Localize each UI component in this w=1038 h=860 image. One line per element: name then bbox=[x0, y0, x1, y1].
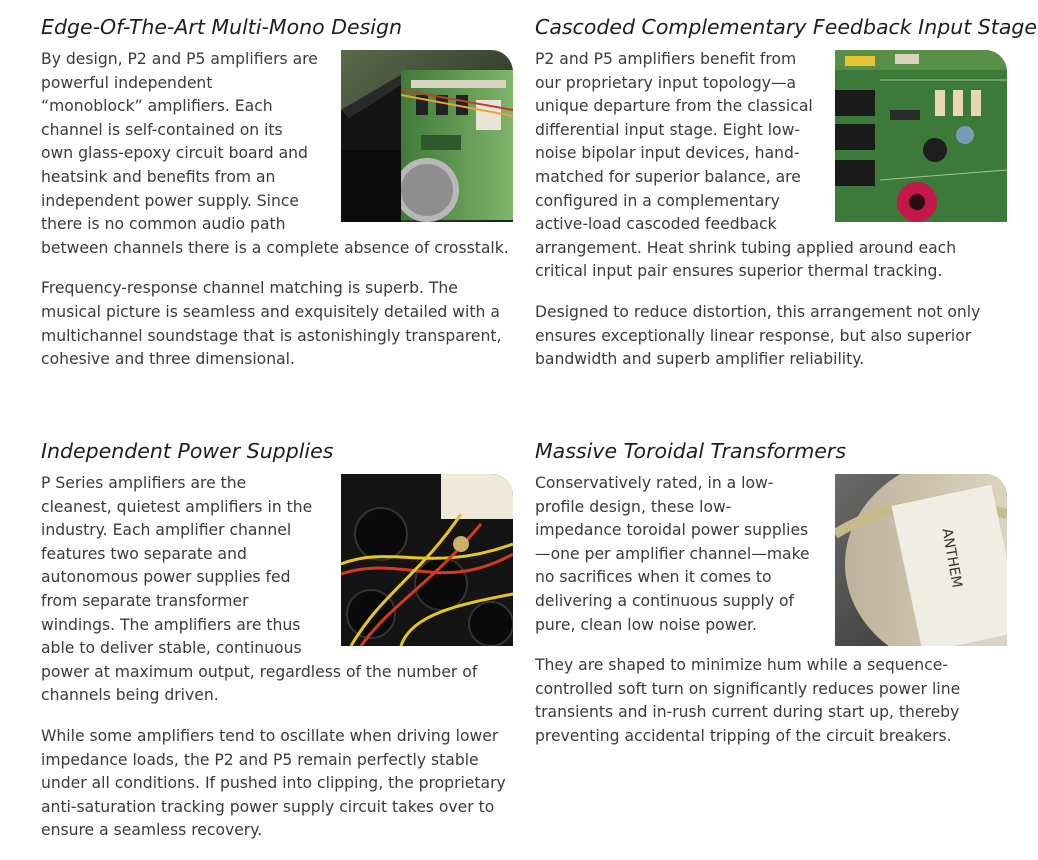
toroidal-transformer-photo bbox=[835, 474, 1007, 646]
power-supply-wiring-photo bbox=[341, 474, 513, 646]
section-paragraph: By design, P2 and P5 amplifiers are powerful independent “monoblock” amplifiers. Each channel is self-contained on its own glass-epoxy circuit board and heatsink and benefits from an independent power supply. Since there is no common audio path between channels there is a complete absence of crosstalk. bbox=[41, 50, 509, 257]
section-heading: Independent Power Supplies bbox=[41, 439, 334, 463]
section-heading: Edge-Of-The-Art Multi-Mono Design bbox=[41, 15, 402, 39]
section-multi-mono-design bbox=[41, 12, 511, 389]
transformer-label-text: ANTHEM bbox=[938, 527, 965, 590]
section-input-stage bbox=[535, 12, 1038, 389]
input-stage-board-photo bbox=[835, 50, 1007, 222]
section-paragraph: Conservatively rated, in a low-profile design, these low-impedance toroidal power supplies—one per amplifier channel—make no sacrifices when it comes to delivering a continuous supply of pure, clean low noise power. bbox=[535, 474, 810, 634]
section-paragraph: Frequency-response channel matching is superb. The musical picture is seamless and exquisitely detailed with a multichannel soundstage that is astonishingly transparent, cohesive and three dimensional. bbox=[41, 279, 502, 369]
section-paragraph: Designed to reduce distortion, this arrangement not only ensures exceptionally linear response, but also superior bandwidth and superb amplifier reliability. bbox=[535, 302, 981, 369]
section-paragraph: While some amplifiers tend to oscillate when driving lower impedance loads, the P2 and P5 remain perfectly stable under all conditions. If pushed into clipping, the proprietary anti-saturation tracking power supply circuit takes over to ensure a seamless recovery. bbox=[41, 726, 506, 840]
section-paragraph: P Series amplifiers are the cleanest, quietest amplifiers in the industry. Each amplifier channel features two separate and autonomous power supplies fed from separate transformer windings. The amplifiers are thus able to deliver stable, continuous power at maximum output, regardless of the number of channels being driven. bbox=[41, 474, 478, 705]
section-paragraph: They are shaped to minimize hum while a sequence-controlled soft turn on significantly reduces power line transients and in-rush current during start up, thereby preventing accidental tripping of the circuit breakers. bbox=[535, 656, 961, 745]
section-toroidal-transformers bbox=[535, 436, 1005, 766]
section-heading: Cascoded Complementary Feedback Input Stage bbox=[535, 15, 1038, 39]
circuit-boards-photo bbox=[341, 50, 513, 222]
section-power-supplies bbox=[41, 436, 511, 860]
section-heading: Massive Toroidal Transformers bbox=[535, 439, 847, 463]
section-paragraph: P2 and P5 amplifiers benefit from our proprietary input topology—a unique departure from the classical differential input stage. Eight low-noise bipolar input devices, hand-matched for superior balance, are configured in a complementary active-load cascoded feedback arrangement. Heat shrink tubing applied around each critical input pair ensures superior thermal tracking. bbox=[535, 50, 957, 281]
